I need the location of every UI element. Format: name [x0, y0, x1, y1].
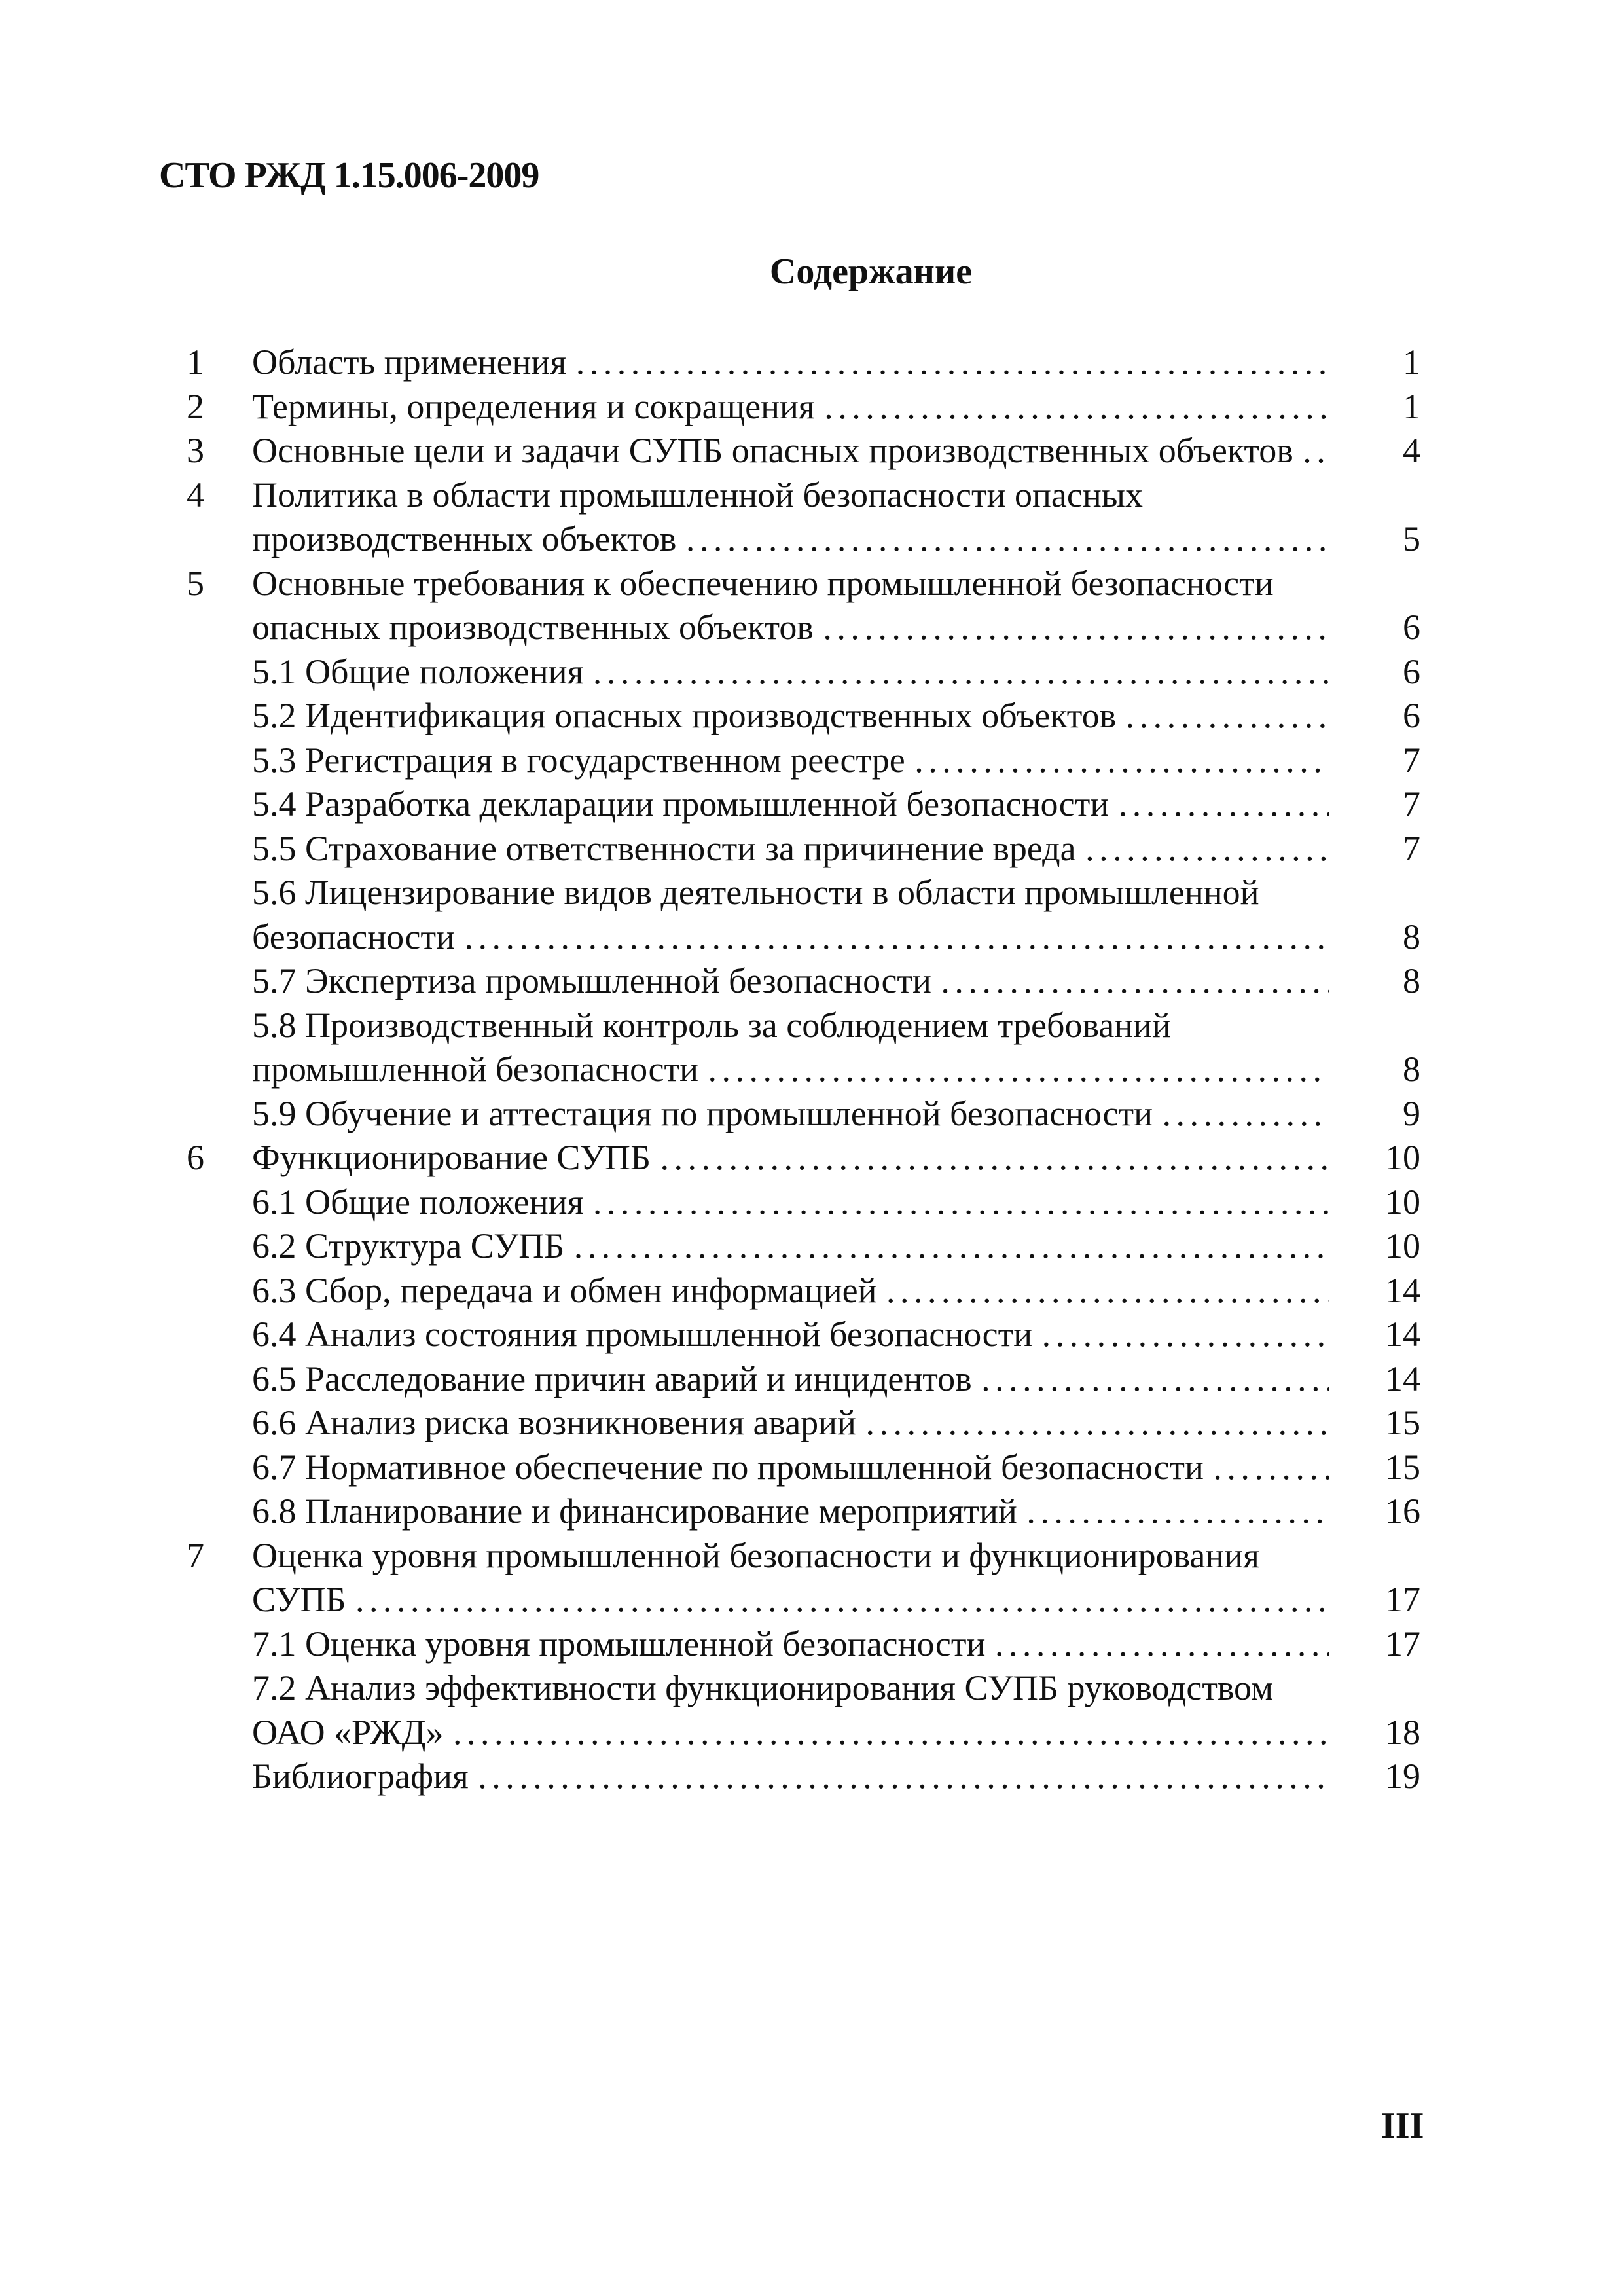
toc-entry-page: 19 — [1385, 1757, 1420, 1796]
toc-entry-page: 17 — [1385, 1580, 1420, 1619]
toc-entry-title — [252, 340, 1329, 385]
toc-entry-page: 8 — [1403, 961, 1420, 1000]
toc-entry — [170, 871, 1473, 915]
toc-entry-title — [252, 915, 1329, 960]
toc-entry-title — [252, 1711, 1329, 1755]
toc-entry-page: 10 — [1385, 1138, 1420, 1177]
toc-entry-page: 14 — [1385, 1315, 1420, 1354]
toc-entry-page: 7 — [1403, 784, 1420, 824]
toc-entry-title — [252, 429, 1329, 473]
toc-entry-text: 6.3 Сбор, передача и обмен информацией — [252, 1271, 879, 1310]
toc-entry-page: 14 — [1385, 1270, 1420, 1310]
toc-entry-text: 5.1 Общие положения — [252, 652, 586, 691]
toc-entry-title — [252, 1136, 1329, 1180]
toc-entry — [170, 959, 1473, 1004]
toc-entry-text: 6.7 Нормативное обеспечение по промышленной безопасности — [252, 1448, 1206, 1487]
toc-entry — [170, 1092, 1473, 1137]
toc-entry-title — [252, 782, 1329, 827]
toc-entry — [170, 1180, 1473, 1225]
toc-entry — [170, 1711, 1473, 1755]
toc-entry-text: 6.2 Структура СУПБ — [252, 1226, 567, 1266]
toc-entry-text: 6.6 Анализ риска возникновения аварий — [252, 1403, 859, 1442]
document-code: СТО РЖД 1.15.006-2009 — [159, 155, 539, 196]
toc-entry-text: ОАО «РЖД» — [252, 1713, 446, 1752]
toc-entry-text: Политика в области промышленной безопасности опасных — [252, 475, 1146, 515]
toc-title: Содержание — [769, 251, 973, 292]
toc-entry — [170, 1534, 1473, 1578]
toc-entry — [170, 1489, 1473, 1534]
toc-entry-page: 8 — [1403, 1049, 1420, 1089]
toc-entry-title — [252, 1313, 1329, 1357]
toc-entry — [170, 1224, 1473, 1269]
toc-entry — [170, 915, 1473, 960]
toc-entry-number: 4 — [187, 475, 204, 515]
toc-entry-title — [252, 1048, 1329, 1092]
toc-entry-title — [252, 1224, 1329, 1269]
toc-entry — [170, 385, 1473, 429]
toc-entry — [170, 1666, 1473, 1711]
toc-entry-title — [252, 562, 1447, 606]
toc-entry-text: Основные требования к обеспечению промышленной безопасности — [252, 564, 1276, 603]
page-number: III — [1381, 2105, 1424, 2146]
toc-entry-title — [252, 650, 1329, 695]
toc-entry-page: 4 — [1403, 431, 1420, 470]
toc-entry-text: СУПБ — [252, 1580, 349, 1619]
toc-entry-page: 6 — [1403, 651, 1420, 691]
toc-entry-page: 16 — [1385, 1491, 1420, 1531]
toc-entry-title — [252, 738, 1329, 783]
toc-entry-title — [252, 1578, 1329, 1622]
toc-entry-page: 5 — [1403, 519, 1420, 558]
toc-entry — [170, 1357, 1473, 1402]
toc-entry-title — [252, 1622, 1329, 1667]
toc-entry-title — [252, 1357, 1329, 1402]
toc-entry-text: 5.3 Регистрация в государственном реестре — [252, 740, 908, 780]
toc-entry-text: Функционирование СУПБ — [252, 1138, 653, 1177]
toc-entry-title — [252, 385, 1329, 429]
toc-entry — [170, 1755, 1473, 1799]
toc-entry-page: 9 — [1403, 1093, 1420, 1133]
toc-entry-text: Оценка уровня промышленной безопасности и функционирования — [252, 1536, 1262, 1575]
toc-entry-title — [252, 1004, 1447, 1048]
toc-entry-text: 5.4 Разработка декларации промышленной безопасности — [252, 784, 1111, 824]
toc-entry-page: 6 — [1403, 608, 1420, 647]
toc-entry-text: безопасности — [252, 917, 458, 957]
table-of-contents — [170, 340, 1473, 1799]
toc-entry-title — [252, 871, 1447, 915]
toc-entry-text: 5.2 Идентификация опасных производственных объектов — [252, 696, 1119, 735]
toc-entry — [170, 1004, 1473, 1048]
toc-entry-text: 6.1 Общие положения — [252, 1182, 586, 1222]
toc-entry-text: промышленной безопасности — [252, 1049, 701, 1089]
toc-entry-page: 10 — [1385, 1182, 1420, 1222]
toc-entry — [170, 562, 1473, 606]
toc-entry — [170, 1269, 1473, 1313]
toc-entry-number: 6 — [187, 1138, 204, 1177]
toc-entry-page: 17 — [1385, 1624, 1420, 1664]
toc-entry — [170, 1401, 1473, 1446]
toc-entry — [170, 1578, 1473, 1622]
toc-entry-page: 18 — [1385, 1712, 1420, 1752]
toc-entry-title — [252, 1401, 1329, 1446]
toc-entry-text: 5.8 Производственный контроль за соблюдением требований — [252, 1006, 1174, 1045]
toc-entry-text: 7.1 Оценка уровня промышленной безопасности — [252, 1624, 988, 1664]
toc-entry-title — [252, 959, 1329, 1004]
toc-entry-text: Термины, определения и сокращения — [252, 387, 818, 426]
toc-entry-page: 7 — [1403, 740, 1420, 780]
toc-entry-title — [252, 1755, 1329, 1799]
toc-entry-page: 15 — [1385, 1403, 1420, 1442]
toc-entry-text: 6.5 Расследование причин аварий и инцидентов — [252, 1359, 975, 1398]
toc-entry — [170, 694, 1473, 738]
toc-entry-title — [252, 1269, 1329, 1313]
toc-entry-text: 5.6 Лицензирование видов деятельности в области промышленной — [252, 873, 1262, 912]
toc-entry-title — [252, 1092, 1329, 1137]
toc-entry-text: Библиография — [252, 1757, 471, 1796]
toc-entry — [170, 517, 1473, 562]
toc-entry-page: 6 — [1403, 696, 1420, 735]
toc-entry-page: 15 — [1385, 1447, 1420, 1487]
toc-entry — [170, 782, 1473, 827]
toc-entry-text: 5.9 Обучение и аттестация по промышленной безопасности — [252, 1094, 1155, 1133]
toc-entry-page: 1 — [1403, 386, 1420, 426]
toc-entry-number: 2 — [187, 386, 204, 426]
toc-entry — [170, 1446, 1473, 1490]
toc-entry-title — [252, 473, 1447, 518]
toc-entry-page: 14 — [1385, 1358, 1420, 1398]
toc-entry-text: 5.7 Экспертиза промышленной безопасности — [252, 961, 934, 1000]
toc-entry-number: 7 — [187, 1535, 204, 1575]
toc-entry-number: 3 — [187, 431, 204, 470]
toc-entry-title — [252, 606, 1329, 650]
toc-entry-title — [252, 1666, 1447, 1711]
toc-entry — [170, 340, 1473, 385]
toc-entry — [170, 827, 1473, 871]
toc-entry-text: 6.8 Планирование и финансирование мероприятий — [252, 1491, 1020, 1531]
toc-entry — [170, 606, 1473, 650]
toc-entry — [170, 650, 1473, 695]
toc-entry-number: 1 — [187, 342, 204, 382]
toc-entry-text: опасных производственных объектов — [252, 608, 816, 647]
toc-entry-text: Основные цели и задачи СУПБ опасных производственных объектов — [252, 431, 1296, 470]
toc-entry-text: Область применения — [252, 342, 569, 382]
toc-entry-title — [252, 694, 1329, 738]
toc-entry-text: 6.4 Анализ состояния промышленной безопасности — [252, 1315, 1035, 1354]
toc-entry-page: 7 — [1403, 828, 1420, 868]
toc-entry-title — [252, 517, 1329, 562]
toc-entry-title — [252, 1534, 1447, 1578]
toc-entry — [170, 473, 1473, 518]
toc-entry-title — [252, 1180, 1329, 1225]
toc-entry — [170, 1136, 1473, 1180]
toc-entry — [170, 738, 1473, 783]
toc-entry — [170, 429, 1473, 473]
toc-entry-page: 1 — [1403, 342, 1420, 382]
toc-entry-page: 8 — [1403, 917, 1420, 957]
toc-entry-title — [252, 1446, 1329, 1490]
toc-entry-title — [252, 1489, 1329, 1534]
toc-entry — [170, 1313, 1473, 1357]
toc-entry-text: 7.2 Анализ эффективности функционирования СУПБ руководством — [252, 1668, 1276, 1707]
toc-entry-page: 10 — [1385, 1226, 1420, 1266]
toc-entry-text: производственных объектов — [252, 519, 679, 558]
toc-entry — [170, 1048, 1473, 1092]
toc-entry-text: 5.5 Страхование ответственности за причинение вреда — [252, 829, 1079, 868]
toc-entry-title — [252, 827, 1329, 871]
toc-entry — [170, 1622, 1473, 1667]
toc-entry-number: 5 — [187, 563, 204, 603]
